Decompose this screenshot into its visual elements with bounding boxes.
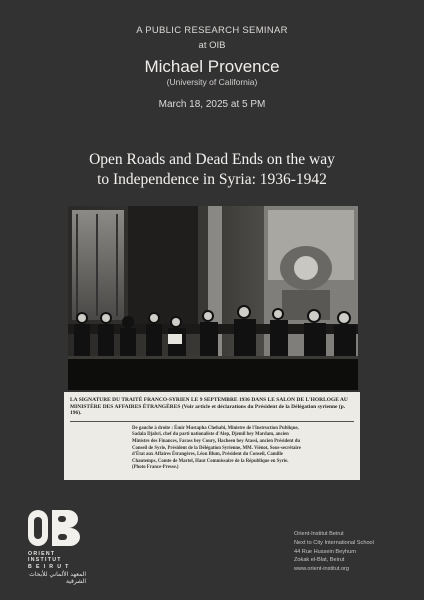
caption-heading: LA SIGNATURE DU TRAITÉ FRANCO-SYRIEN LE 9 SEPTEMBRE 1936 DANS LE SALON DE L'HORLOGE AU MINISTÈRE DES AFFAIRES ÉTRANGÈRES (Voir article et déclarations du Président de la Délégation syrienne (p. 196). [70, 397, 348, 417]
website-link[interactable]: www.orient-institut.org [294, 566, 350, 573]
institute-address [294, 530, 374, 574]
speaker-name: Michael Provence [144, 57, 280, 76]
orient-institut-logo [28, 508, 86, 585]
photo-caption [64, 392, 360, 480]
address-line-institute: Orient-Institut Beirut [294, 531, 344, 537]
logo-arabic-name: المعهد الألماني للأبحاث الشرقية [29, 571, 86, 585]
logo-city: BEIRUT [28, 564, 73, 570]
historical-photo [68, 206, 358, 390]
caption-body: De gauche à droite : Émir Mustapha Chehabi, Ministre de l'Instruction Publique, Sadala Djabri, chef du parti nationaliste d'Alep, Djemil bey Mardam, ancien Ministre des Finances, Farass bey Coury, Hacheen bey Atassi, ancien Président du Conseil de Syrie, Président de la Délégation Syrienne, MM. Viénot, Sous-secrétaire d'État aux Affaires Étrangères, Léon Blum, Président du Conseil, Camille Chautemps, Comte de Martel, Haut Commissaire de la République en Syrie. (Photo France-Presse.) [132, 425, 301, 471]
speaker-affiliation: (University of California) [166, 77, 258, 87]
talk-title [0, 150, 424, 190]
logo-name: ORIENT INSTITUT [28, 551, 62, 563]
seminar-series-label: A PUBLIC RESEARCH SEMINAR [136, 25, 288, 36]
event-date: March 18, 2025 at 5 PM [158, 99, 266, 110]
address-line-landmark: Next to City International School [294, 539, 374, 546]
venue-label: at OIB [198, 40, 226, 51]
caption-divider [70, 421, 354, 422]
event-header [0, 24, 424, 111]
talk-title-line-1: Open Roads and Dead Ends on the way [89, 151, 335, 168]
oib-logo-icon [28, 508, 80, 548]
address-line-city: Zokak el-Blat, Beirut [294, 557, 345, 564]
talk-title-line-2: to Independence in Syria: 1936-1942 [97, 171, 327, 188]
treaty-signing-photo [68, 206, 358, 390]
address-line-street: 44 Rue Hussein Beyhum [294, 548, 356, 555]
